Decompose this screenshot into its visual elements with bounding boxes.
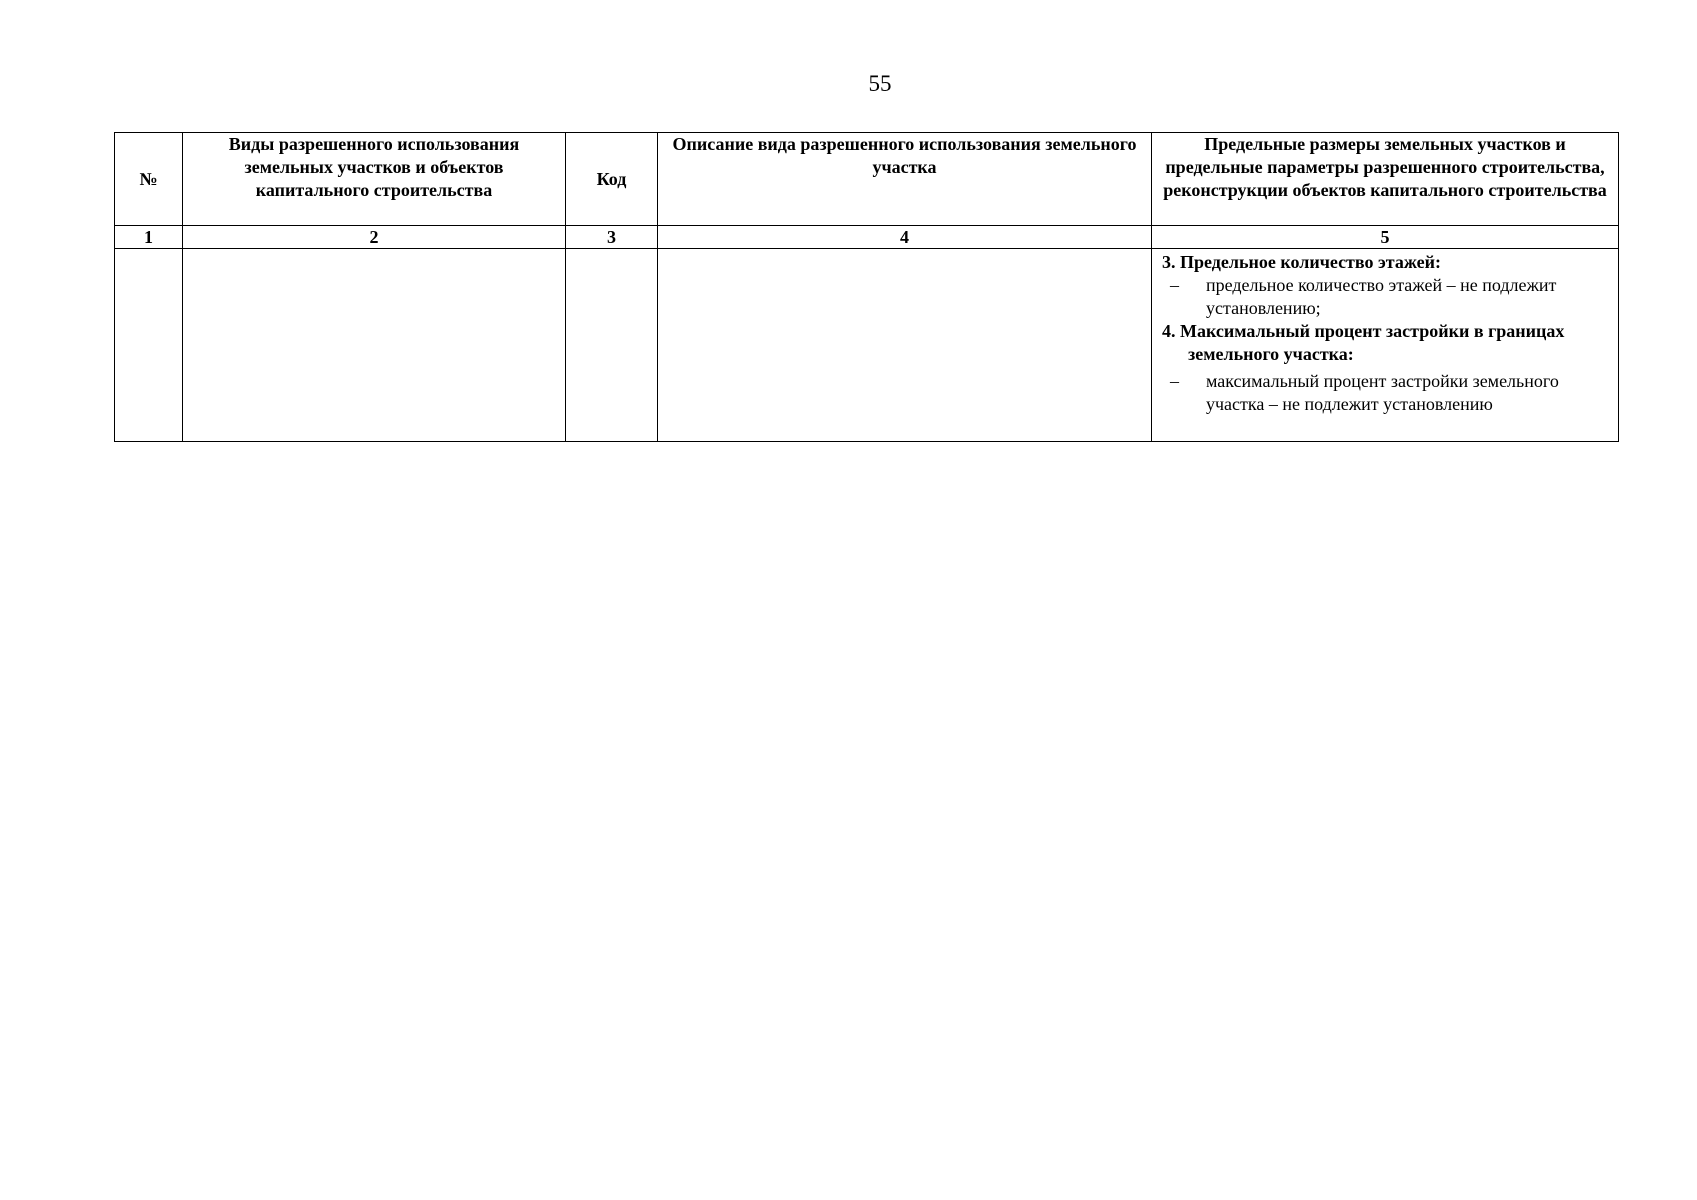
- header-no: №: [115, 133, 183, 226]
- header-code: Код: [566, 133, 658, 226]
- cell-limits: [1152, 249, 1619, 442]
- dash-marker: –: [1170, 371, 1179, 391]
- section-3-title: 3. Предельное количество этажей:: [1162, 252, 1441, 272]
- cell-code: [566, 249, 658, 442]
- column-number: 1: [115, 226, 183, 249]
- cell-types: [183, 249, 566, 442]
- column-number: 2: [183, 226, 566, 249]
- header-types: Виды разрешенного использования земельных участков и объектов капитального строительства: [183, 133, 566, 226]
- page-number: 55: [868, 71, 892, 96]
- column-number: 4: [658, 226, 1152, 249]
- section-4-title: 4. Максимальный процент застройки в границах земельного участка:: [1162, 321, 1565, 364]
- table-row: [115, 249, 1619, 442]
- section-4-item: максимальный процент застройки земельного участка – не подлежит установлению: [1206, 371, 1559, 414]
- section-3-item: предельное количество этажей – не подлежит установлению;: [1206, 275, 1557, 318]
- table-header-row: [115, 133, 1619, 226]
- column-number: 3: [566, 226, 658, 249]
- list-item: [1162, 370, 1612, 416]
- dash-marker: –: [1170, 275, 1179, 295]
- list-item: [1162, 274, 1612, 320]
- cell-no: [115, 249, 183, 442]
- column-number: 5: [1152, 226, 1619, 249]
- header-limits: Предельные размеры земельных участков и предельные параметры разрешенного строительства, реконструкции объектов капитального строительства: [1152, 133, 1619, 226]
- header-description: Описание вида разрешенного использования земельного участка: [658, 133, 1152, 226]
- column-number-row: [115, 226, 1619, 249]
- cell-description: [658, 249, 1152, 442]
- land-use-table: [114, 132, 1619, 442]
